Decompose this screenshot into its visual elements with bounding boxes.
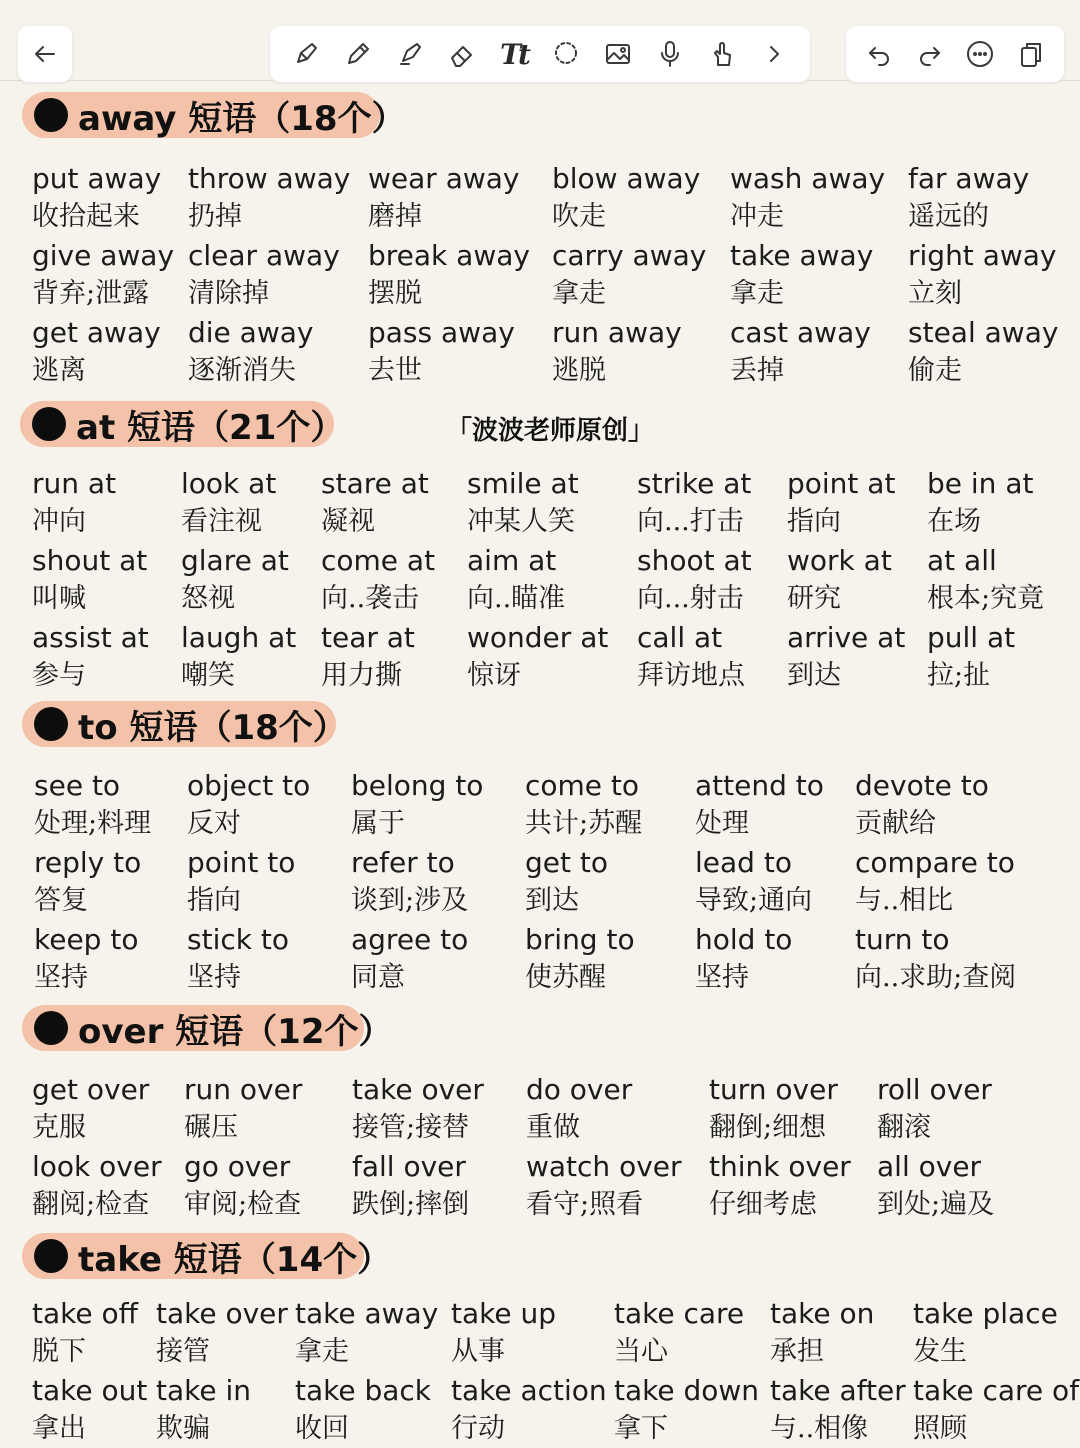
phrase-english: run over [184, 1073, 303, 1106]
phrase-entry [184, 1071, 302, 1147]
phrase-entry [525, 767, 642, 843]
undo-icon[interactable] [863, 38, 895, 70]
section-header [22, 1005, 393, 1052]
phrase-entry [525, 844, 608, 920]
phrase-english: steal away [908, 316, 1059, 349]
phrase-entry [855, 844, 1015, 920]
phrase-entry [787, 465, 895, 541]
phrase-chinese: 到达 [787, 660, 841, 691]
phrase-chinese: 冲走 [730, 201, 784, 232]
phrase-english: fall over [352, 1150, 466, 1183]
phrase-entry [352, 1071, 484, 1147]
phrase-chinese: 嘲笑 [181, 660, 235, 691]
drawing-tools-bar [270, 26, 810, 82]
phrase-english: take action [451, 1374, 607, 1407]
phrase-english: take away [295, 1297, 439, 1330]
phrase-english: arrive at [787, 621, 906, 654]
phrase-english: wonder at [467, 621, 609, 654]
phrase-chinese: 贡献给 [855, 808, 936, 839]
pen-icon[interactable] [290, 38, 322, 70]
phrase-chinese: 向...射击 [637, 583, 744, 614]
phrase-english: take up [451, 1297, 556, 1330]
phrase-chinese: 在场 [927, 506, 981, 537]
phrase-entry [34, 921, 138, 997]
phrase-entry [321, 542, 435, 618]
phrase-chinese: 指向 [187, 885, 241, 916]
phrase-entry [188, 160, 350, 236]
phrase-entry [695, 767, 824, 843]
section-title: over 短语（12个） [78, 1011, 393, 1052]
phrase-english: laugh at [181, 621, 297, 654]
phrase-entry [908, 160, 1029, 236]
phrase-english: take on [770, 1297, 875, 1330]
bullet-icon [34, 98, 68, 132]
phrase-chinese: 叫喊 [32, 583, 86, 614]
phrase-entry [877, 1071, 992, 1147]
phrase-chinese: 根本;究竟 [927, 583, 1045, 614]
phrase-chinese: 扔掉 [188, 201, 242, 232]
section-title: away 短语（18个） [78, 98, 406, 139]
phrase-english: wash away [730, 162, 886, 195]
phrase-english: belong to [351, 769, 484, 802]
phrase-english: take care of [913, 1374, 1080, 1407]
phrase-entry [295, 1372, 431, 1448]
phrase-entry [927, 542, 1044, 618]
phrase-entry [695, 921, 792, 997]
phrase-english: look at [181, 467, 277, 500]
phrase-english: blow away [552, 162, 701, 195]
phrase-entry [770, 1372, 906, 1448]
phrase-entry [32, 314, 161, 390]
phrase-chinese: 导致;通向 [695, 885, 813, 916]
phrase-english: watch over [526, 1150, 682, 1183]
phrase-chinese: 仔细考虑 [709, 1189, 817, 1220]
phrase-english: pull at [927, 621, 1016, 654]
phrase-english: take after [770, 1374, 906, 1407]
phrase-english: run at [32, 467, 117, 500]
phrase-english: at all [927, 544, 997, 577]
section-header [20, 401, 345, 448]
phrase-chinese: 立刻 [908, 278, 962, 309]
phrase-entry [552, 160, 700, 236]
phrase-chinese: 向..瞄准 [467, 583, 566, 614]
phrase-english: attend to [695, 769, 824, 802]
phrase-chinese: 看注视 [181, 506, 262, 537]
phrase-chinese: 背弃;泄露 [32, 278, 150, 309]
phrase-chinese: 坚持 [187, 962, 241, 993]
phrase-chinese: 处理;料理 [34, 808, 152, 839]
phrase-chinese: 接管;接替 [352, 1112, 470, 1143]
phrase-english: be in at [927, 467, 1034, 500]
phrase-english: take over [156, 1297, 288, 1330]
phrase-english: take in [156, 1374, 252, 1407]
image-icon[interactable] [602, 38, 634, 70]
phrase-english: tear at [321, 621, 415, 654]
phrase-chinese: 向...打击 [637, 506, 744, 537]
phrase-english: take down [614, 1374, 760, 1407]
phrase-english: take out [32, 1374, 148, 1407]
phrase-chinese: 遥远的 [908, 201, 989, 232]
phrase-english: keep to [34, 923, 139, 956]
phrase-entry [368, 314, 515, 390]
phrase-entry [855, 921, 1016, 997]
section-title: take 短语（14个） [78, 1239, 392, 1280]
phrase-english: roll over [877, 1073, 992, 1106]
phrase-chinese: 拜访地点 [637, 660, 745, 691]
phrase-entry [770, 1295, 874, 1371]
phrase-english: do over [526, 1073, 633, 1106]
phrase-entry [351, 921, 468, 997]
phrase-chinese: 向..求助;查阅 [855, 962, 1017, 993]
top-toolbar [0, 0, 1080, 81]
phrase-entry [32, 619, 149, 695]
phrase-entry [695, 844, 812, 920]
phrase-chinese: 拿走 [295, 1336, 349, 1367]
phrase-english: point at [787, 467, 896, 500]
phrase-english: call at [637, 621, 723, 654]
phrase-english: come at [321, 544, 436, 577]
phrase-entry [184, 1148, 301, 1224]
author-credit: 「波波老师原创」 [446, 416, 655, 446]
phrase-entry [181, 542, 289, 618]
phrase-entry [351, 844, 468, 920]
phrase-entry [188, 237, 340, 313]
phrase-entry [730, 237, 873, 313]
phrase-entry [32, 237, 174, 313]
phrase-entry [181, 619, 296, 695]
phrase-entry [32, 542, 147, 618]
phrase-english: carry away [552, 239, 707, 272]
phrase-english: compare to [855, 846, 1015, 879]
phrase-entry [32, 465, 116, 541]
phrase-chinese: 丢掉 [730, 355, 784, 386]
phrase-chinese: 逃离 [32, 355, 86, 386]
phrase-entry [351, 767, 483, 843]
phrase-entry [451, 1372, 607, 1448]
phrase-entry [321, 619, 415, 695]
phrase-chinese: 收拾起来 [32, 201, 140, 232]
phrase-chinese: 逃脱 [552, 355, 606, 386]
phrase-english: clear away [188, 239, 340, 272]
phrase-chinese: 向..袭击 [321, 583, 420, 614]
phrase-entry [855, 767, 989, 843]
phrase-chinese: 坚持 [34, 962, 88, 993]
phrase-entry [467, 619, 608, 695]
phrase-chinese: 重做 [526, 1112, 580, 1143]
phrase-english: look over [32, 1150, 162, 1183]
phrase-entry [787, 542, 892, 618]
lasso-icon[interactable] [550, 38, 582, 70]
phrase-entry [32, 1071, 149, 1147]
phrase-entry [787, 619, 905, 695]
redo-icon[interactable] [914, 38, 946, 70]
bullet-icon [34, 707, 68, 741]
phrase-entry [321, 465, 429, 541]
phrase-entry [295, 1295, 438, 1371]
phrase-chinese: 看守;照看 [526, 1189, 644, 1220]
phrase-english: break away [368, 239, 530, 272]
phrase-chinese: 逐渐消失 [188, 355, 296, 386]
phrase-entry [187, 844, 295, 920]
phrase-chinese: 吹走 [552, 201, 606, 232]
phrase-chinese: 同意 [351, 962, 405, 993]
phrase-english: wear away [368, 162, 520, 195]
phrase-chinese: 坚持 [695, 962, 749, 993]
phrase-english: reply to [34, 846, 142, 879]
phrase-chinese: 使苏醒 [525, 962, 606, 993]
section-header [22, 1233, 392, 1280]
phrase-chinese: 当心 [614, 1336, 668, 1367]
phrase-entry [730, 314, 871, 390]
phrase-english: stick to [187, 923, 289, 956]
bullet-icon [34, 1239, 68, 1273]
phrase-entry [34, 767, 151, 843]
phrase-english: glare at [181, 544, 289, 577]
phrase-english: see to [34, 769, 121, 802]
phrase-entry [614, 1372, 759, 1448]
phrase-entry [34, 844, 141, 920]
phrase-chinese: 处理 [695, 808, 749, 839]
highlighter-icon[interactable] [394, 38, 426, 70]
document-actions-bar [846, 26, 1064, 82]
phrase-chinese: 接管 [156, 1336, 210, 1367]
phrase-english: throw away [188, 162, 351, 195]
phrase-entry [525, 921, 635, 997]
phrase-english: turn over [709, 1073, 838, 1106]
phrase-english: think over [709, 1150, 851, 1183]
phrase-entry [368, 160, 519, 236]
phrase-entry [709, 1148, 851, 1224]
phrase-chinese: 翻滚 [877, 1112, 931, 1143]
phrase-chinese: 照顾 [913, 1413, 967, 1444]
phrase-english: turn to [855, 923, 950, 956]
phrase-english: take place [913, 1297, 1058, 1330]
phrase-chinese: 答复 [34, 885, 88, 916]
phrase-english: take off [32, 1297, 138, 1330]
phrase-english: shout at [32, 544, 148, 577]
bullet-icon [34, 1011, 68, 1045]
phrase-english: shoot at [637, 544, 752, 577]
phrase-chinese: 到处;遍及 [877, 1189, 995, 1220]
phrase-english: put away [32, 162, 162, 195]
phrase-english: refer to [351, 846, 455, 879]
phrase-chinese: 从事 [451, 1336, 505, 1367]
phrase-entry [32, 1372, 147, 1448]
phrase-entry [526, 1148, 682, 1224]
phrase-chinese: 反对 [187, 808, 241, 839]
phrase-chinese: 冲向 [32, 506, 86, 537]
phrase-english: go over [184, 1150, 291, 1183]
phrase-chinese: 谈到;涉及 [351, 885, 469, 916]
phrase-chinese: 去世 [368, 355, 422, 386]
phrase-chinese: 与..相比 [855, 885, 954, 916]
phrase-english: run away [552, 316, 682, 349]
phrase-english: strike at [637, 467, 752, 500]
more-icon[interactable] [964, 38, 996, 70]
phrase-entry [32, 160, 161, 236]
phrase-chinese: 翻倒;细想 [709, 1112, 827, 1143]
phrase-chinese: 拿下 [614, 1413, 668, 1444]
phrase-chinese: 共计;苏醒 [525, 808, 643, 839]
phrase-entry [526, 1071, 632, 1147]
phrase-entry [908, 314, 1058, 390]
phrase-chinese: 怒视 [181, 583, 235, 614]
phrase-entry [614, 1295, 744, 1371]
phrase-english: get to [525, 846, 608, 879]
phrase-chinese: 用力撕 [321, 660, 402, 691]
phrase-chinese: 拿走 [552, 278, 606, 309]
phrase-entry [927, 619, 1015, 695]
phrase-english: pass away [368, 316, 515, 349]
back-button[interactable] [18, 26, 72, 82]
phrase-english: come to [525, 769, 640, 802]
phrase-chinese: 脱下 [32, 1336, 86, 1367]
phrase-english: take away [730, 239, 874, 272]
phrase-entry [156, 1372, 251, 1448]
phrase-english: all over [877, 1150, 982, 1183]
touch-draw-icon[interactable] [706, 38, 738, 70]
phrase-entry [187, 767, 310, 843]
phrase-english: die away [188, 316, 314, 349]
phrase-english: give away [32, 239, 175, 272]
phrase-chinese: 拿出 [32, 1413, 86, 1444]
phrase-entry [637, 465, 751, 541]
phrase-chinese: 审阅;检查 [184, 1189, 302, 1220]
phrase-chinese: 惊讶 [467, 660, 521, 691]
phrase-entry [368, 237, 530, 313]
phrase-english: far away [908, 162, 1030, 195]
phrase-entry [730, 160, 885, 236]
section-header [22, 92, 406, 139]
phrase-chinese: 到达 [525, 885, 579, 916]
phrase-english: object to [187, 769, 311, 802]
phrase-english: take care [614, 1297, 745, 1330]
phrase-entry [877, 1148, 994, 1224]
phrase-chinese: 翻阅;检查 [32, 1189, 150, 1220]
eraser-icon[interactable] [446, 38, 478, 70]
phrase-chinese: 跌倒;摔倒 [352, 1189, 470, 1220]
phrase-chinese: 克服 [32, 1112, 86, 1143]
phrase-entry [467, 465, 579, 541]
phrase-chinese: 参与 [32, 660, 86, 691]
phrase-english: get away [32, 316, 161, 349]
phrase-entry [913, 1295, 1058, 1371]
phrase-entry [188, 314, 313, 390]
phrase-chinese: 碾压 [184, 1112, 238, 1143]
phrase-entry [552, 237, 706, 313]
pencil-icon[interactable] [342, 38, 374, 70]
phrase-chinese: 研究 [787, 583, 841, 614]
pages-icon[interactable] [1015, 38, 1047, 70]
phrase-chinese: 行动 [451, 1413, 505, 1444]
arrow-left-icon [29, 38, 61, 70]
phrase-entry [913, 1372, 1079, 1448]
phrase-english: take back [295, 1374, 432, 1407]
phrase-entry [451, 1295, 556, 1371]
section-title: to 短语（18个） [78, 707, 347, 748]
phrase-english: right away [908, 239, 1057, 272]
phrase-english: devote to [855, 769, 989, 802]
phrase-english: assist at [32, 621, 149, 654]
phrase-entry [908, 237, 1056, 313]
phrase-entry [187, 921, 289, 997]
phrase-english: lead to [695, 846, 792, 879]
phrase-entry [709, 1071, 838, 1147]
phrase-chinese: 收回 [295, 1413, 349, 1444]
phrase-chinese: 凝视 [321, 506, 375, 537]
phrase-chinese: 指向 [787, 506, 841, 537]
phrase-entry [352, 1148, 469, 1224]
phrase-entry [181, 465, 276, 541]
phrase-entry [637, 542, 752, 618]
phrase-entry [637, 619, 745, 695]
phrase-chinese: 磨掉 [368, 201, 422, 232]
phrase-chinese: 承担 [770, 1336, 824, 1367]
phrase-chinese: 冲某人笑 [467, 506, 575, 537]
phrase-entry [927, 465, 1033, 541]
phrase-chinese: 清除掉 [188, 278, 269, 309]
section-header [22, 701, 347, 748]
phrase-chinese: 属于 [351, 808, 405, 839]
phrase-chinese: 摆脱 [368, 278, 422, 309]
phrase-chinese: 拿走 [730, 278, 784, 309]
phrase-english: work at [787, 544, 892, 577]
bullet-icon [32, 407, 66, 441]
chevron-right-icon[interactable] [758, 38, 790, 70]
phrase-entry [552, 314, 682, 390]
phrase-english: bring to [525, 923, 635, 956]
microphone-icon[interactable] [654, 38, 686, 70]
phrase-chinese: 与..相像 [770, 1413, 869, 1444]
phrase-english: cast away [730, 316, 871, 349]
phrase-entry [467, 542, 565, 618]
phrase-english: stare at [321, 467, 429, 500]
phrase-entry [156, 1295, 288, 1371]
phrase-english: agree to [351, 923, 469, 956]
phrase-english: point to [187, 846, 296, 879]
phrase-chinese: 发生 [913, 1336, 967, 1367]
section-title: at 短语（21个） [76, 407, 345, 448]
phrase-entry [32, 1295, 138, 1371]
phrase-english: aim at [467, 544, 557, 577]
text-tool-icon[interactable]: Tt [500, 37, 528, 71]
phrase-entry [32, 1148, 162, 1224]
phrase-english: take over [352, 1073, 484, 1106]
phrase-chinese: 偷走 [908, 355, 962, 386]
phrase-english: smile at [467, 467, 579, 500]
phrase-english: get over [32, 1073, 150, 1106]
phrase-chinese: 拉;扯 [927, 660, 991, 691]
phrase-chinese: 欺骗 [156, 1413, 210, 1444]
phrase-english: hold to [695, 923, 793, 956]
